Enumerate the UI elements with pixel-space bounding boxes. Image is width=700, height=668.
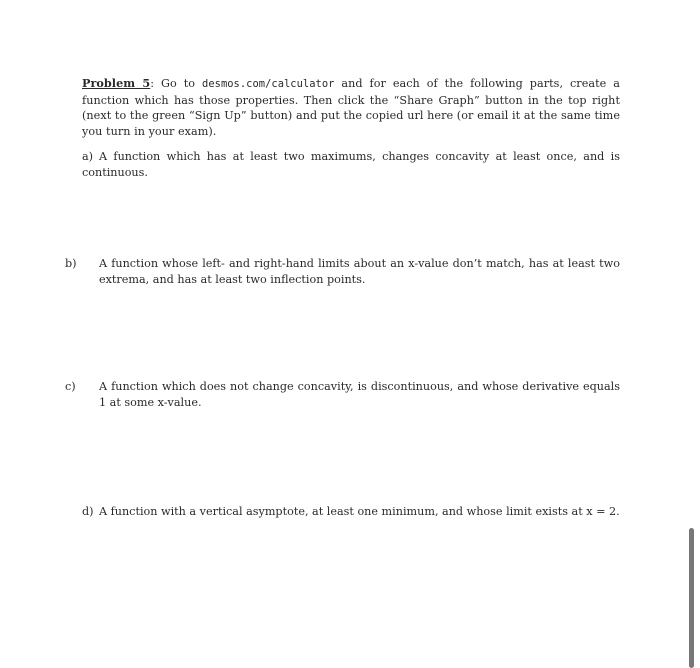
- scrollbar-thumb[interactable]: [689, 528, 694, 668]
- part-a-letter: a): [82, 150, 94, 163]
- part-a: [82, 149, 620, 180]
- part-b-text: A function whose left- and right-hand limits about an x-value don’t match, has at least two extrema, and has at least two inflection points.: [99, 257, 620, 286]
- intro-pre: : Go to: [150, 77, 203, 90]
- part-c: [65, 379, 620, 410]
- part-d: [82, 504, 620, 520]
- part-a-text: A function which has at least two maximums, changes concavity at least once, and is continuous.: [82, 150, 620, 179]
- part-b: [65, 256, 620, 287]
- part-d-text: A function with a vertical asymptote, at least one minimum, and whose limit exists at x = 2.: [99, 505, 620, 518]
- part-b-letter: b): [65, 257, 77, 270]
- intro-post: and for each of the following parts, create a function which has those properties. Then click the “Share Graph” button in the top right (next to the green “Sign Up” button) and put the copied url here (or email it at the same time you turn in your exam).: [82, 77, 620, 138]
- desmos-url: desmos.com/calculator: [202, 78, 335, 90]
- part-c-letter: c): [65, 380, 76, 393]
- part-d-letter: d): [82, 505, 94, 518]
- problem-label: Problem 5: [82, 76, 151, 90]
- problem-statement: [82, 76, 620, 139]
- part-c-text: A function which does not change concavity, is discontinuous, and whose derivative equals 1 at some x-value.: [99, 380, 620, 409]
